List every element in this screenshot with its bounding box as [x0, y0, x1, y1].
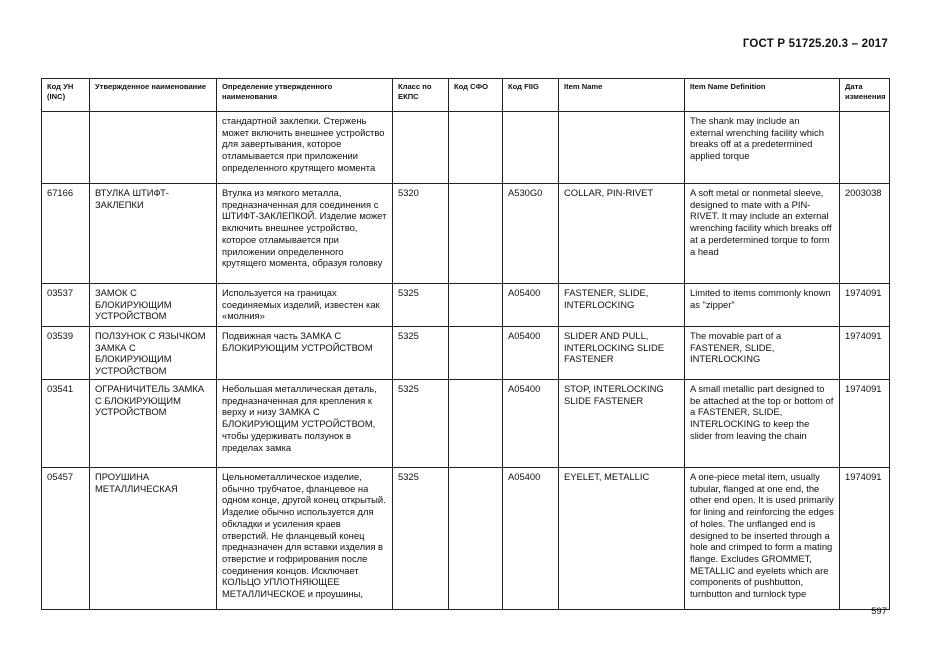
cell-change-date: 1974091	[840, 468, 890, 610]
cell-definition: Подвижная часть ЗАМКА С БЛОКИРУЮЩИМ УСТРОЙСТВОМ	[217, 327, 393, 380]
cell-fiig-code: A05400	[503, 380, 559, 468]
cell-item-name: STOP, INTERLOCKING SLIDE FASTENER	[559, 380, 685, 468]
table-row	[42, 380, 890, 468]
table-row	[42, 327, 890, 380]
column-header-sfo-code: Код СФО	[449, 79, 503, 112]
table-row	[42, 112, 890, 184]
table-row	[42, 468, 890, 610]
cell-approved-name: ВТУЛКА ШТИФТ-ЗАКЛЕПКИ	[90, 184, 217, 284]
cell-inc: 05457	[42, 468, 90, 610]
cell-definition: Используется на границах соединяемых изделий, известен как «молния»	[217, 284, 393, 327]
cell-definition: Небольшая металлическая деталь, предназначенная для крепления к верху и низу ЗАМКА С БЛОКИРУЮЩИМ УСТРОЙСТВОМ, чтобы удерживать ползунок в пределах замка	[217, 380, 393, 468]
cell-ekps-class: 5320	[393, 184, 449, 284]
cell-inc: 03537	[42, 284, 90, 327]
cell-item-name-definition: The movable part of a FASTENER, SLIDE, INTERLOCKING	[685, 327, 840, 380]
cell-fiig-code: A05400	[503, 327, 559, 380]
cell-inc: 03541	[42, 380, 90, 468]
cell-ekps-class: 5325	[393, 284, 449, 327]
cell-change-date: 2003038	[840, 184, 890, 284]
column-header-item-name: Item Name	[559, 79, 685, 112]
cell-item-name-definition: A one-piece metal item, usually tubular, flanged at one end, the other end open. It is used primarily for lining and reinforcing the edges of holes. The unflanged end is designed to be inserted through a hole and crimped to form a mating flange. Excludes GROMMET, METALLIC and eyelets which are components of pushbutton, turnbutton and turnlock type	[685, 468, 840, 610]
cell-ekps-class: 5325	[393, 327, 449, 380]
cell-fiig-code: A530G0	[503, 184, 559, 284]
column-header-inc: Код УН (INC)	[42, 79, 90, 112]
cell-change-date: 1974091	[840, 284, 890, 327]
column-header-definition: Определение утвержденного наименования	[217, 79, 393, 112]
cell-change-date: 1974091	[840, 380, 890, 468]
cell-inc: 03539	[42, 327, 90, 380]
column-header-item-name-definition: Item Name Definition	[685, 79, 840, 112]
cell-definition: Втулка из мягкого металла, предназначенная для соединения с ШТИФТ-ЗАКЛЕПКОЙ. Изделие может включить внешнее устройство, которое отламывается при приложении определенного крутящего момента, образуя головку	[217, 184, 393, 284]
cell-fiig-code: A05400	[503, 284, 559, 327]
cell-item-name: EYELET, METALLIC	[559, 468, 685, 610]
cell-approved-name: ОГРАНИЧИТЕЛЬ ЗАМКА С БЛОКИРУЮЩИМ УСТРОЙСТВОМ	[90, 380, 217, 468]
cell-sfo-code	[449, 327, 503, 380]
column-header-change-date: Дата изменения	[840, 79, 890, 112]
cell-sfo-code	[449, 184, 503, 284]
cell-approved-name: ЗАМОК С БЛОКИРУЮЩИМ УСТРОЙСТВОМ	[90, 284, 217, 327]
column-header-fiig-code: Код FIIG	[503, 79, 559, 112]
page-number: 597	[871, 606, 887, 617]
cell-item-name: SLIDER AND PULL, INTERLOCKING SLIDE FASTENER	[559, 327, 685, 380]
cell-ekps-class: 5325	[393, 468, 449, 610]
cell-change-date: 1974091	[840, 327, 890, 380]
cell-inc	[42, 112, 90, 184]
cell-item-name: FASTENER, SLIDE, INTERLOCKING	[559, 284, 685, 327]
data-table	[41, 78, 890, 610]
cell-ekps-class	[393, 112, 449, 184]
cell-sfo-code	[449, 112, 503, 184]
document-header: ГОСТ Р 51725.20.3 – 2017	[742, 38, 888, 50]
cell-inc: 67166	[42, 184, 90, 284]
table-row	[42, 284, 890, 327]
cell-sfo-code	[449, 380, 503, 468]
cell-definition: Цельнометаллическое изделие, обычно трубчатое, фланцевое на одном конце, другой конец открытый. Изделие обычно используется для обкладки и усиления краев отверстий. Не фланцевый конец предназначен для вставки изделия в отверстие и гофрирования после соединения концов. Исключает КОЛЬЦО УПЛОТНЯЮЩЕЕ МЕТАЛЛИЧЕСКОЕ и проушины,	[217, 468, 393, 610]
cell-approved-name: ПРОУШИНА МЕТАЛЛИЧЕСКАЯ	[90, 468, 217, 610]
cell-sfo-code	[449, 284, 503, 327]
cell-change-date	[840, 112, 890, 184]
cell-item-name	[559, 112, 685, 184]
cell-definition: стандартной заклепки. Стержень может включить внешнее устройство для завертывания, которое отламывается при приложении определенного крутящего момента	[217, 112, 393, 184]
cell-fiig-code: A05400	[503, 468, 559, 610]
cell-fiig-code	[503, 112, 559, 184]
cell-item-name-definition: The shank may include an external wrenching facility which breaks off at a predetermined applied torque	[685, 112, 840, 184]
cell-sfo-code	[449, 468, 503, 610]
cell-item-name-definition: A soft metal or nonmetal sleeve, designed to mate with a PIN-RIVET. It may include an external wrenching facility which breaks off at a perdetermined torque to form a head	[685, 184, 840, 284]
column-header-approved-name: Утвержденное наименование	[90, 79, 217, 112]
cell-item-name: COLLAR, PIN-RIVET	[559, 184, 685, 284]
table-row	[42, 184, 890, 284]
column-header-ekps-class: Класс по ЕКПС	[393, 79, 449, 112]
table-header-row	[42, 79, 890, 112]
cell-approved-name	[90, 112, 217, 184]
cell-ekps-class: 5325	[393, 380, 449, 468]
cell-item-name-definition: Limited to items commonly known as "zipper"	[685, 284, 840, 327]
cell-item-name-definition: A small metallic part designed to be attached at the top or bottom of a FASTENER, SLIDE, INTERLOCKING to keep the slider from leaving the chain	[685, 380, 840, 468]
cell-approved-name: ПОЛЗУНОК С ЯЗЫЧКОМ ЗАМКА С БЛОКИРУЮЩИМ УСТРОЙСТВОМ	[90, 327, 217, 380]
